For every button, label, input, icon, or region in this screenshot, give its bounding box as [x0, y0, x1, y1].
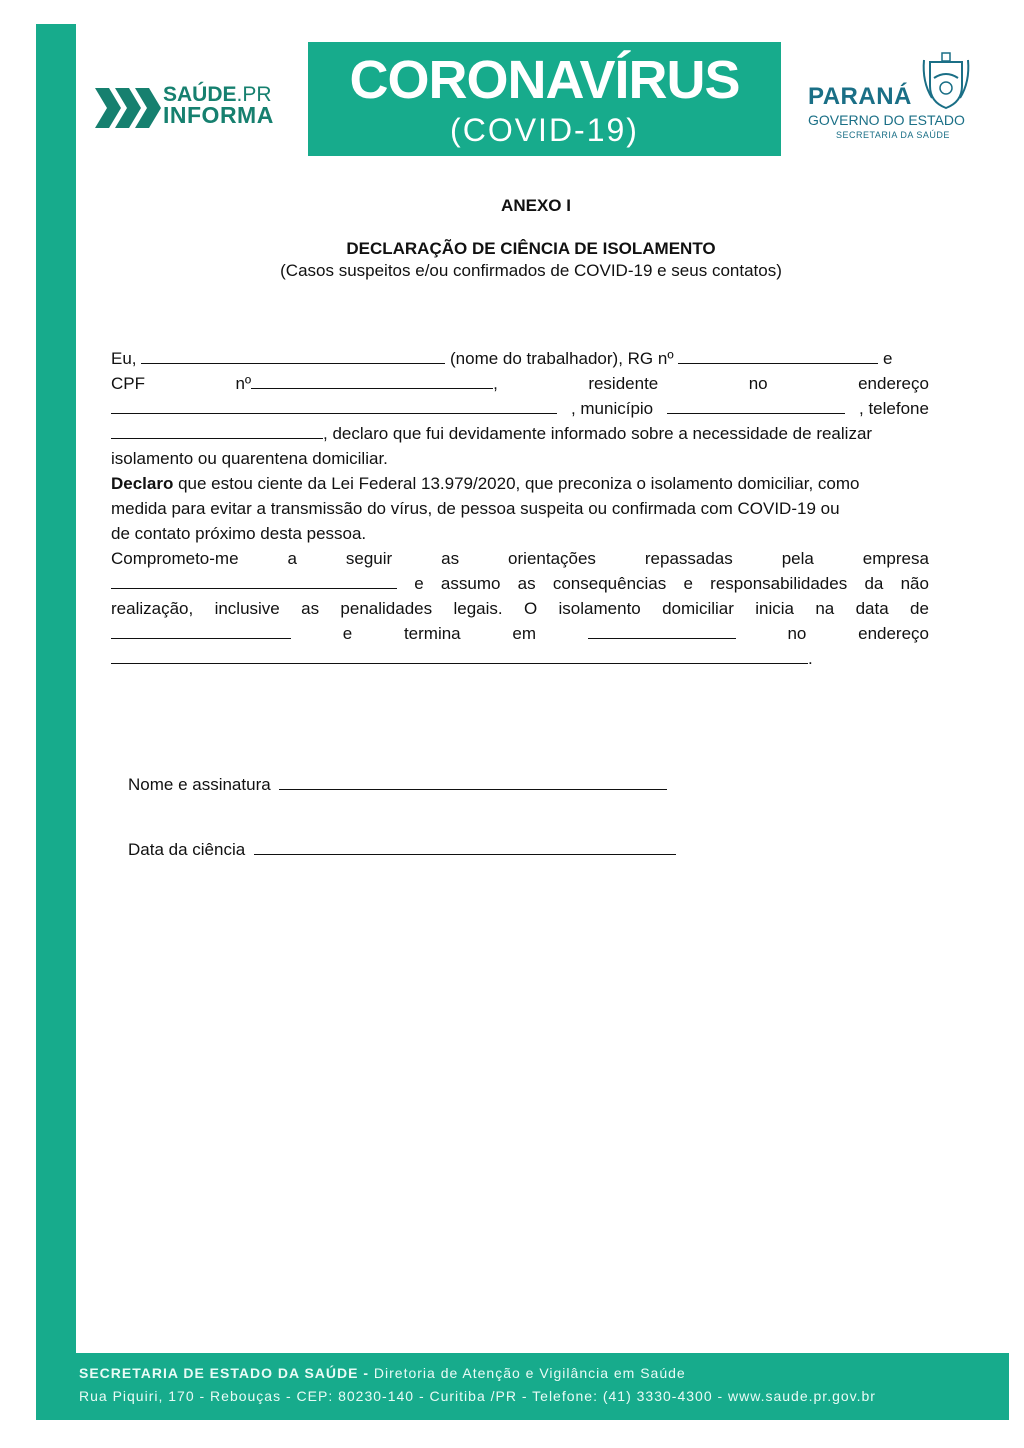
date-row: [128, 837, 676, 860]
footer-line-2: Rua Piquiri, 170 - Rebouças - CEP: 80230-140 - Curitiba /PR - Telefone: (41) 3330-4300 - www.saude.pr.gov.br: [79, 1388, 876, 1404]
worker-name-blank[interactable]: [141, 346, 445, 364]
coronavirus-banner: [308, 42, 781, 156]
parana-secretary-label: SECRETARIA DA SAÚDE: [836, 130, 950, 140]
chevrons-icon: [95, 88, 161, 128]
logo-saude-text: SAÚDE.PR: [163, 83, 272, 106]
text-line: medida para evitar a transmissão do vírus, de pessoa suspeita ou confirmada com COVID-19 ou: [111, 499, 840, 518]
text-line: Declaro que estou ciente da Lei Federal 13.979/2020, que preconiza o isolamento domiciliar, como: [111, 474, 860, 493]
text-line: de contato próximo desta pessoa.: [111, 524, 367, 543]
footer-line-1: SECRETARIA DE ESTADO DA SAÚDE - Diretoria de Atenção e Vigilância em Saúde: [79, 1365, 686, 1381]
saude-pr-informa-logo: [95, 84, 295, 132]
text-line: e assumo as consequências e responsabilidades da não: [111, 571, 929, 596]
municipality-blank[interactable]: [667, 396, 845, 414]
phone-blank[interactable]: [111, 421, 323, 439]
parana-government-label: GOVERNO DO ESTADO: [808, 112, 965, 128]
signature-row: [128, 772, 667, 795]
annex-label: ANEXO I: [501, 196, 571, 215]
text-line: Comprometo-me a seguir as orientações repassadas pela empresa: [111, 549, 929, 568]
document-title: DECLARAÇÃO DE CIÊNCIA DE ISOLAMENTO: [346, 239, 716, 258]
isolation-address-blank[interactable]: [111, 646, 808, 664]
signature-label: Nome e assinatura: [128, 775, 271, 794]
footer: [36, 1353, 1009, 1420]
address-blank[interactable]: [111, 396, 557, 414]
text-line: Eu, (nome do trabalhador), RG nº e: [111, 346, 929, 371]
start-date-blank[interactable]: [111, 621, 291, 639]
document-subtitle: (Casos suspeitos e/ou confirmados de COVID-19 e seus contatos): [280, 261, 782, 280]
date-label: Data da ciência: [128, 840, 246, 859]
rg-blank[interactable]: [678, 346, 878, 364]
text-line: isolamento ou quarentena domiciliar.: [111, 449, 388, 468]
banner-subtitle: (COVID-19): [450, 112, 639, 148]
text-line: CPF nº , residente no endereço: [111, 371, 929, 396]
text-line: , declaro que fui devidamente informado sobre a necessidade de realizar: [111, 421, 929, 446]
parana-name: PARANÁ: [808, 83, 912, 110]
declaration-body: [111, 346, 929, 671]
end-date-blank[interactable]: [588, 621, 736, 639]
side-accent-bar: [36, 24, 76, 1420]
text-line: , município , telefone: [111, 396, 929, 421]
text-line: realização, inclusive as penalidades legais. O isolamento domiciliar inicia na data de: [111, 599, 929, 618]
banner-title: CORONAVÍRUS: [349, 50, 740, 110]
cpf-blank[interactable]: [251, 371, 493, 389]
text-line: .: [111, 646, 929, 671]
company-blank[interactable]: [111, 571, 397, 589]
parana-government-logo: [806, 50, 986, 145]
signature-blank[interactable]: [279, 772, 667, 790]
logo-informa-text: INFORMA: [163, 102, 274, 128]
date-blank[interactable]: [254, 837, 676, 855]
text-line: e termina em no endereço: [111, 621, 929, 646]
coat-of-arms-icon: [920, 52, 972, 110]
